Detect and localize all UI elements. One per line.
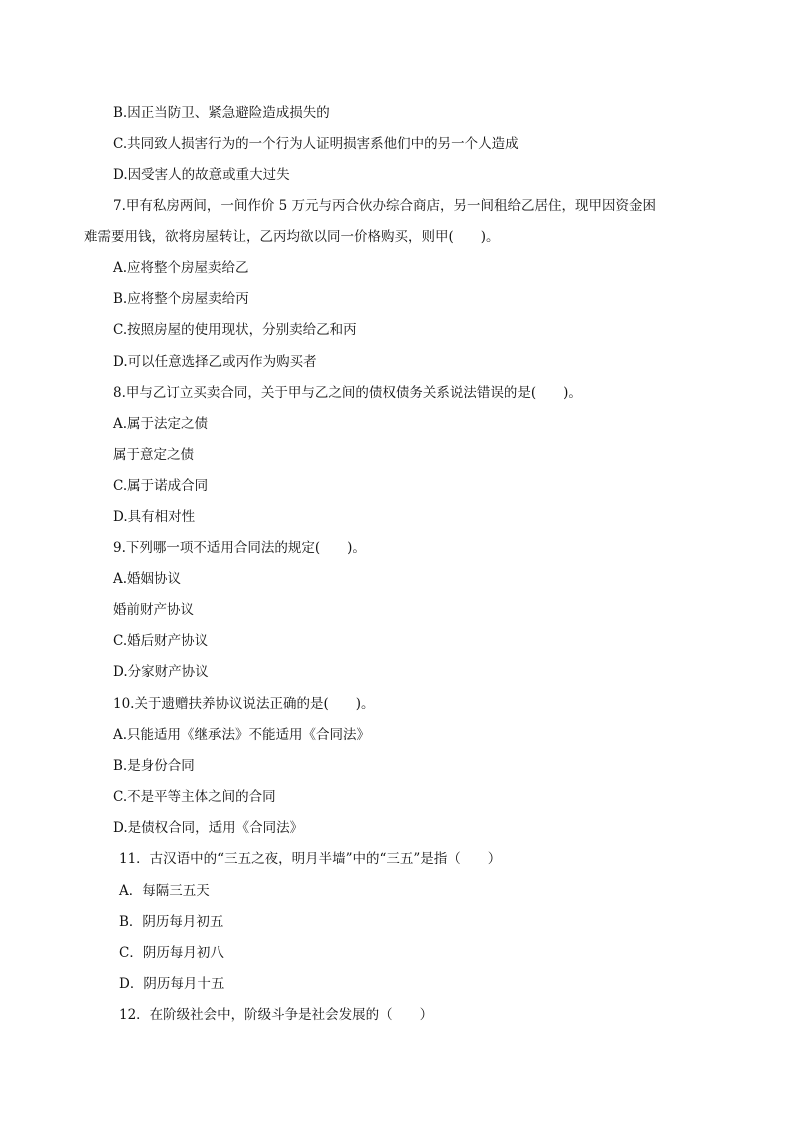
q9-option-a: A.婚姻协议 (113, 571, 182, 587)
q10-option-a: A.只能适用《继承法》不能适用《合同法》 (113, 727, 371, 743)
q12-stem: 12．在阶级社会中，阶级斗争是社会发展的（ ） (119, 1007, 434, 1023)
q10-option-b: B.是身份合同 (113, 758, 195, 774)
q11-option-b: B．阴历每月初五 (119, 914, 224, 930)
q7-option-a: A.应将整个房屋卖给乙 (113, 260, 249, 276)
q11-stem: 11．古汉语中的“三五之夜，明月半墙”中的“三五”是指（ ） (119, 851, 502, 867)
q8-option-b: 属于意定之债 (113, 447, 194, 463)
q11-option-d: D．阴历每月十五 (119, 976, 225, 992)
q6-option-d: D.因受害人的故意或重大过失 (113, 167, 290, 183)
q10-stem: 10.关于遗赠扶养协议说法正确的是( )。 (113, 696, 375, 712)
q11-option-c: C．阴历每月初八 (119, 945, 224, 961)
q10-option-c: C.不是平等主体之间的合同 (113, 789, 276, 805)
q7-stem-continued: 难需要用钱，欲将房屋转让，乙丙均欲以同一价格购买，则甲( )。 (84, 229, 500, 245)
q8-option-c: C.属于诺成合同 (113, 478, 209, 494)
q7-option-d: D.可以任意选择乙或丙作为购买者 (113, 354, 317, 370)
q10-option-d: D.是债权合同，适用《合同法》 (113, 820, 304, 836)
q9-option-d: D.分家财产协议 (113, 664, 209, 680)
q11-option-a: A．每隔三五天 (119, 883, 210, 899)
q9-option-b: 婚前财产协议 (113, 602, 194, 618)
q9-option-c: C.婚后财产协议 (113, 633, 209, 649)
q7-option-c: C.按照房屋的使用现状，分别卖给乙和丙 (113, 322, 357, 338)
q8-option-a: A.属于法定之债 (113, 416, 209, 432)
q9-stem: 9.下列哪一项不适用合同法的规定( )。 (113, 540, 366, 556)
q8-option-d: D.具有相对性 (113, 509, 196, 525)
q7-option-b: B.应将整个房屋卖给丙 (113, 291, 249, 307)
q8-stem: 8.甲与乙订立买卖合同，关于甲与乙之间的债权债务关系说法错误的是( )。 (113, 385, 582, 401)
q6-option-b: B.因正当防卫、紧急避险造成损失的 (113, 105, 330, 121)
q6-option-c: C.共同致人损害行为的一个行为人证明损害系他们中的另一个人造成 (113, 136, 519, 152)
q7-stem: 7.甲有私房两间，一间作价 5 万元与丙合伙办综合商店，另一间租给乙居住，现甲因资金困 (113, 198, 657, 214)
